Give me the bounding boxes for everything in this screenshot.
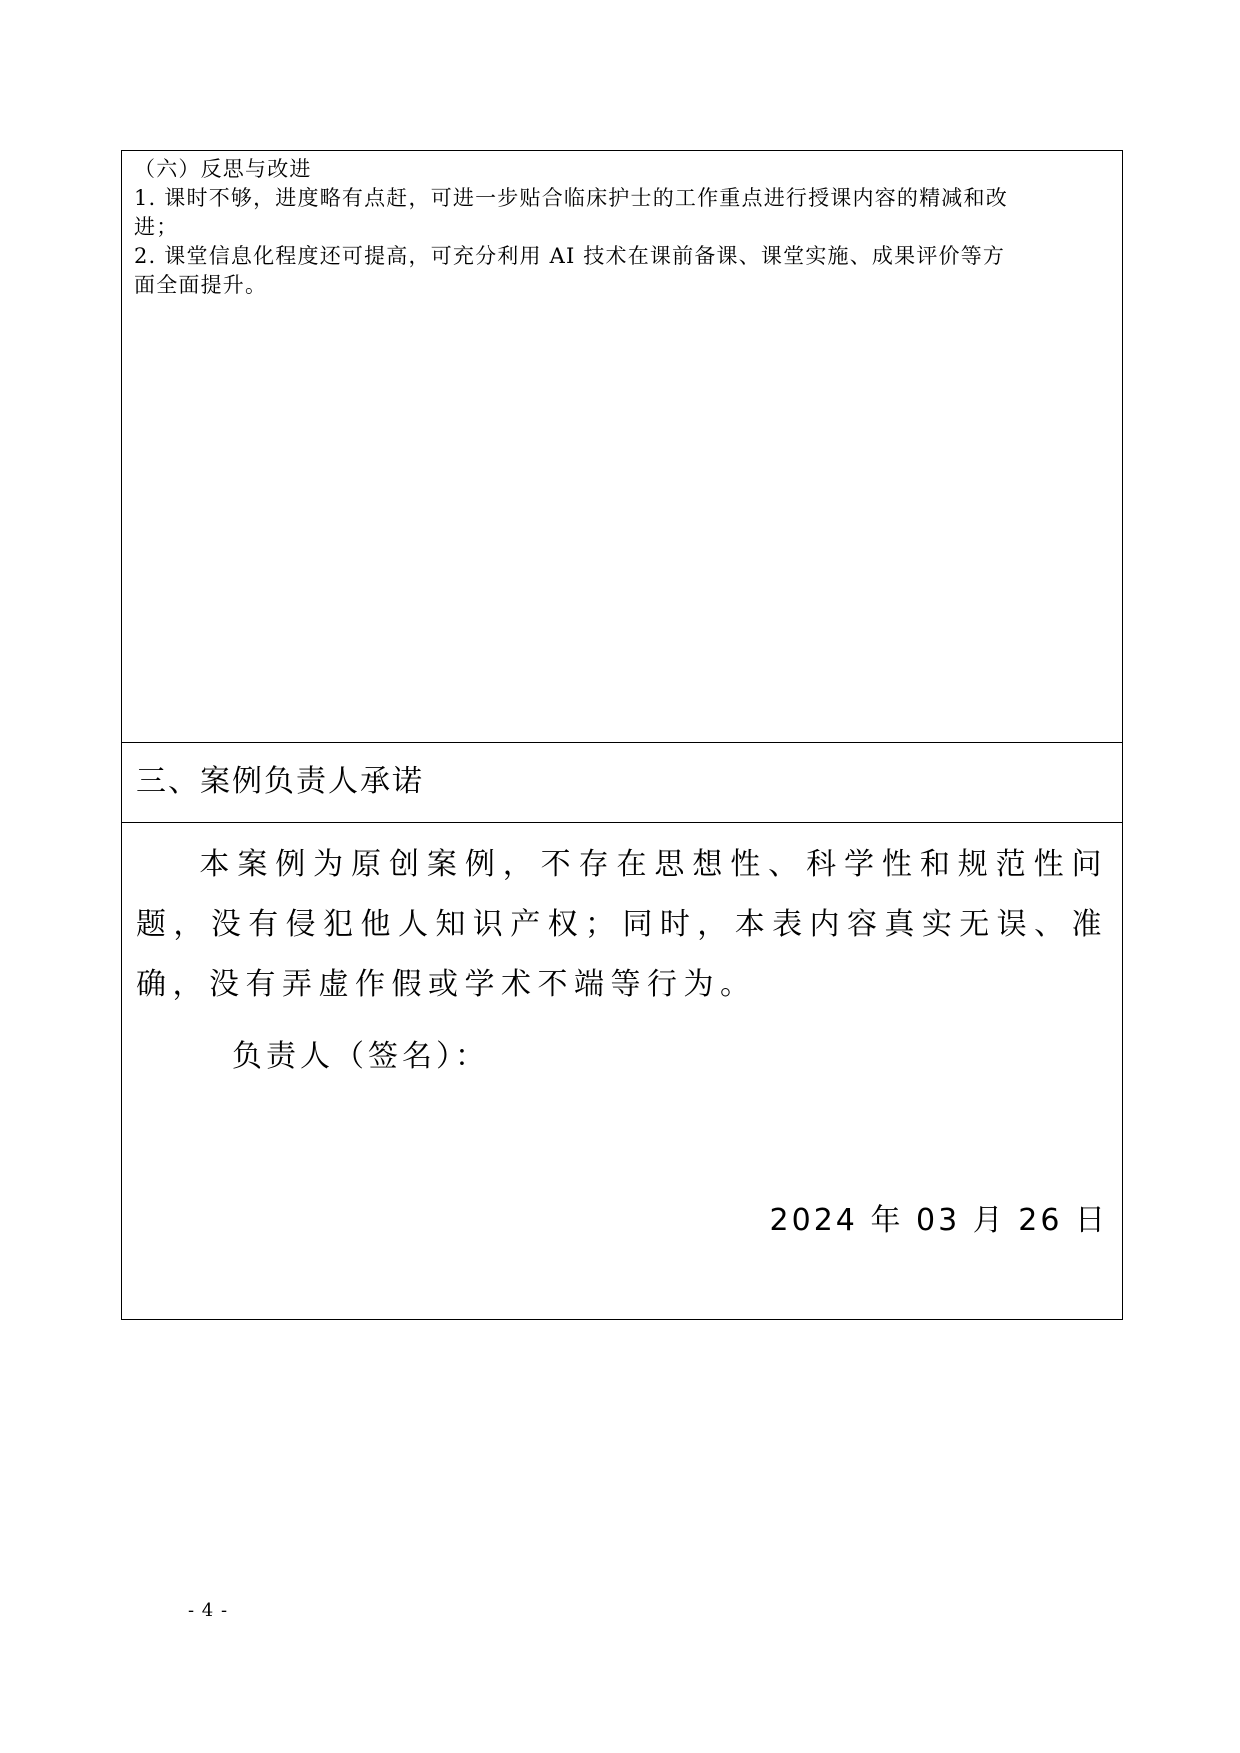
reflection-cell (121, 150, 1123, 743)
page-number: - 4 - (188, 1600, 229, 1621)
reflection-heading: （六）反思与改进 (134, 157, 312, 181)
date-year: 2024 (769, 1203, 858, 1238)
date-day: 26 (1018, 1203, 1063, 1238)
commitment-statement (136, 835, 1108, 1015)
reflection-line: 面全面提升。 (134, 273, 268, 297)
date-month-unit: 月 (972, 1203, 1006, 1238)
date-day-unit: 日 (1075, 1203, 1108, 1238)
commitment-statement-text: 本案例为原创案例，不存在思想性、科学性和规范性问题，没有侵犯他人知识产权；同时，本表内容真实无误、准确，没有弄虚作假或学术不端等行为。 (136, 847, 1108, 1002)
date-month: 03 (915, 1203, 961, 1238)
reflection-line: 进； (134, 215, 179, 239)
reflection-line: 1. 课时不够，进度略有点赶，可进一步贴合临床护士的工作重点进行授课内容的精减和改 (134, 186, 1008, 210)
signature-label: 负责人（签名）： (232, 1039, 489, 1074)
commitment-cell (121, 822, 1123, 1320)
section-title: 三、案例负责人承诺 (136, 764, 424, 799)
date-year-unit: 年 (870, 1203, 904, 1238)
reflection-line: 2. 课堂信息化程度还可提高，可充分利用 AI 技术在课前备课、课堂实施、成果评价等方 (134, 244, 1006, 268)
commitment-header-cell (121, 742, 1123, 823)
commitment-date (770, 1195, 1108, 1239)
